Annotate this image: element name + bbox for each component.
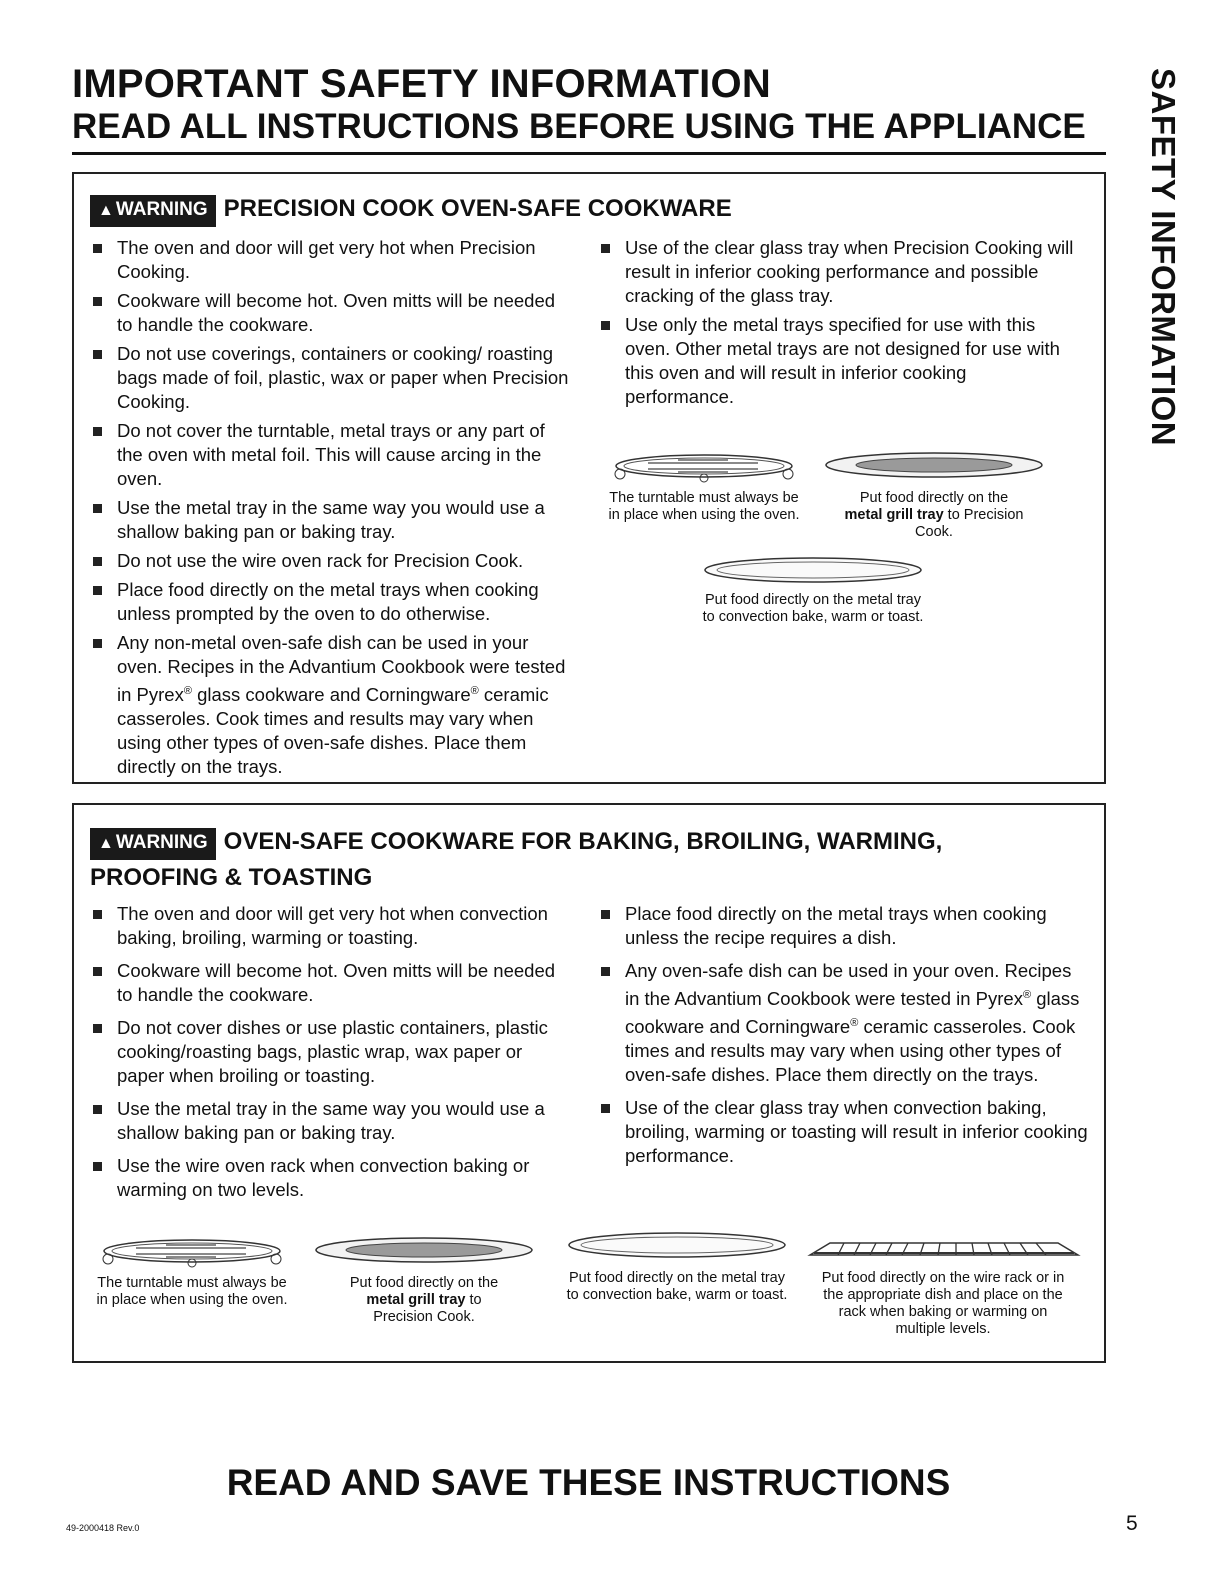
turntable-caption: The turntable must always be in place when using the oven.: [96, 1275, 288, 1308]
list-item: Use the wire oven rack when convection baking or warming on two levels.: [90, 1154, 572, 1202]
list-item: Any oven-safe dish can be used in your oven. Recipes in the Advantium Cookbook were tested in Pyrex® glass cookware and Corningware® ceramic casseroles. Cook times and results may vary when using other types of oven-safe dishes. Place them directly on the trays.: [598, 959, 1088, 1087]
list-item: Use the metal tray in the same way you would use a shallow baking pan or baking tray.: [90, 496, 562, 544]
list-item: Place food directly on the metal trays when cooking unless prompted by the oven to do otherwise.: [90, 578, 572, 626]
section1-header: [90, 192, 732, 227]
turntable-illustration: [96, 1231, 288, 1271]
section1-heading: PRECISION COOK OVEN-SAFE COOKWARE: [223, 195, 732, 223]
section2-header: [90, 825, 1090, 893]
footer-title: READ AND SAVE THESE INSTRUCTIONS: [226, 1462, 951, 1503]
warning-badge: ▲ WARNING: [90, 195, 216, 227]
list-item: Do not cover the turntable, metal trays or any part of the oven with metal foil. This will cause arcing in the oven.: [90, 419, 572, 491]
grill-tray-caption: Put food directly on the metal grill tray to Precision Cook.: [844, 490, 1024, 540]
turntable-illustration: [608, 446, 800, 486]
list-item: The oven and door will get very hot when Precision Cooking.: [90, 236, 572, 284]
list-item: The oven and door will get very hot when convection baking, broiling, warming or toasting.: [90, 902, 572, 950]
section2-left-list: [90, 902, 572, 1207]
metal-grill-tray-illustration: [314, 1235, 534, 1265]
list-item: Do not use the wire oven rack for Precision Cook.: [90, 549, 572, 573]
section2-right-list: [598, 902, 1088, 1173]
document-number: 49-2000418 Rev.0: [66, 1523, 140, 1533]
warning-triangle-icon: ▲: [98, 201, 114, 219]
side-tab-label: SAFETY INFORMATION: [1145, 68, 1182, 447]
list-item: Use of the clear glass tray when convection baking, broiling, warming or toasting will result in inferior cooking performance.: [598, 1096, 1088, 1168]
section1-left-list: [90, 236, 572, 784]
convection-caption: Put food directly on the metal tray to convection bake, warm or toast.: [566, 1270, 788, 1303]
title-divider: [72, 152, 1106, 155]
side-tab: [1133, 68, 1183, 518]
convection-caption: Put food directly on the metal tray to convection bake, warm or toast.: [702, 592, 924, 625]
page-number: 5: [1126, 1512, 1138, 1535]
section2-heading-line2: PROOFING & TOASTING: [90, 863, 373, 891]
baking-cookware-warning-box: [72, 803, 1106, 1363]
section2-heading-line1: OVEN-SAFE COOKWARE FOR BAKING, BROILING, WARMING,: [223, 828, 943, 856]
list-item: Place food directly on the metal trays when cooking unless the recipe requires a dish.: [598, 902, 1088, 950]
page-subtitle: READ ALL INSTRUCTIONS BEFORE USING THE APPLIANCE: [72, 107, 1086, 146]
metal-grill-tray-illustration: [824, 450, 1044, 480]
grill-tray-caption: Put food directly on the metal grill tray to Precision Cook.: [349, 1275, 499, 1325]
precision-cook-warning-box: [72, 172, 1106, 784]
turntable-caption: The turntable must always be in place when using the oven.: [608, 490, 800, 523]
list-item: Use only the metal trays specified for use with this oven. Other metal trays are not designed for use with this oven and will result in inferior cooking performance.: [598, 313, 1078, 409]
list-item: Do not use coverings, containers or cooking/ roasting bags made of foil, plastic, wax or paper when Precision Cooking.: [90, 342, 572, 414]
list-item: Any non-metal oven-safe dish can be used in your oven. Recipes in the Advantium Cookbook were tested in Pyrex® glass cookware and Corningware® ceramic casseroles. Cook times and results may vary when using other types of oven-safe dishes. Place them directly on the trays.: [90, 631, 572, 779]
wire-rack-illustration: [804, 1237, 1084, 1261]
warning-triangle-icon: ▲: [98, 834, 114, 852]
metal-tray-illustration: [566, 1229, 788, 1261]
page-title: IMPORTANT SAFETY INFORMATION: [72, 62, 771, 106]
metal-tray-illustration: [702, 554, 924, 586]
list-item: Do not cover dishes or use plastic containers, plastic cooking/roasting bags, plastic wrap, wax paper or paper when broiling or toasting.: [90, 1016, 572, 1088]
list-item: Use the metal tray in the same way you would use a shallow baking pan or baking tray.: [90, 1097, 572, 1145]
wire-rack-caption: Put food directly on the wire rack or in the appropriate dish and place on the rack when baking or warming on multiple levels.: [821, 1270, 1065, 1337]
list-item: Cookware will become hot. Oven mitts will be needed to handle the cookware.: [90, 959, 572, 1007]
list-item: Cookware will become hot. Oven mitts will be needed to handle the cookware.: [90, 289, 572, 337]
warning-badge: ▲ WARNING: [90, 828, 216, 860]
section1-right-list: [598, 236, 1078, 414]
list-item: Use of the clear glass tray when Precision Cooking will result in inferior cooking performance and possible cracking of the glass tray.: [598, 236, 1078, 308]
